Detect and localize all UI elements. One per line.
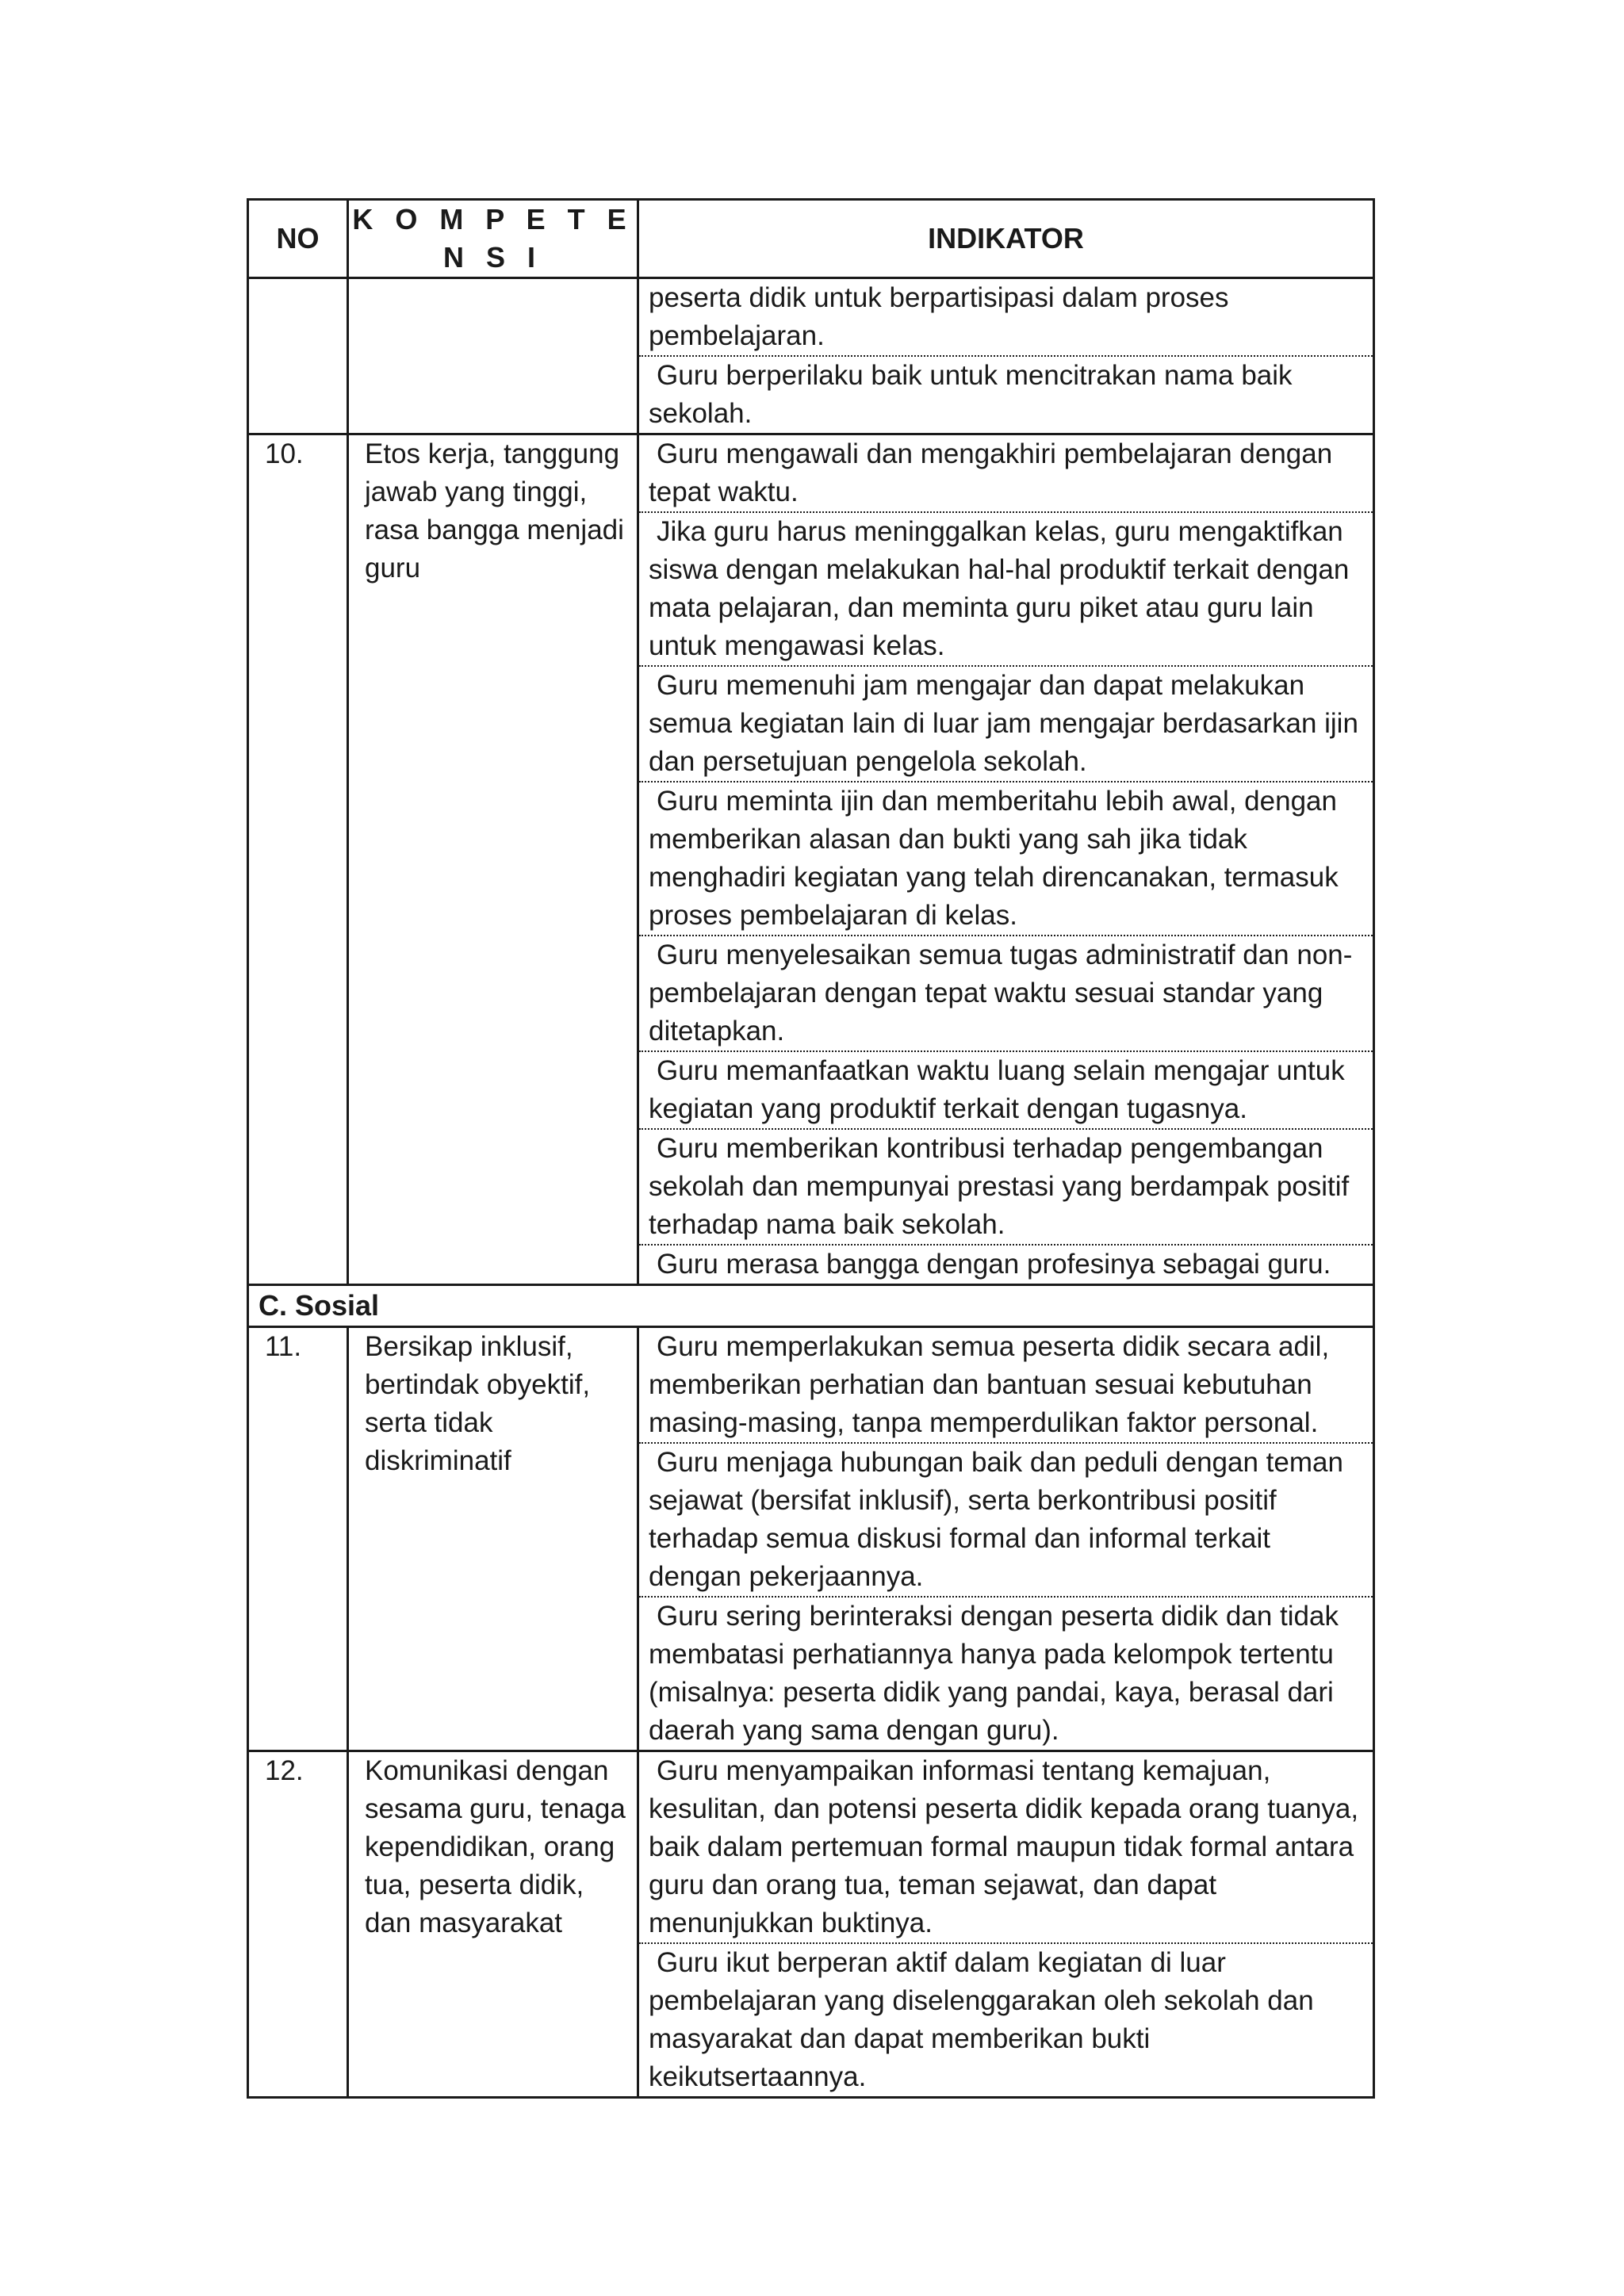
row-kompetensi: Komunikasi dengan sesama guru, tenaga kependidikan, orang tua, peserta didik, dan masyarakat — [348, 1751, 638, 2098]
row-kompetensi: Etos kerja, tanggung jawab yang tinggi, rasa bangga menjadi guru — [348, 434, 638, 1285]
indicator-cell — [638, 666, 1374, 782]
indicator-cell — [638, 1597, 1374, 1751]
indicator-cell — [638, 1943, 1374, 2098]
indicator-cell — [638, 1327, 1374, 1444]
indicator-text: Guru meminta ijin dan memberitahu lebih awal, dengan memberikan alasan dan bukti yang sah jika tidak menghadiri kegiatan yang telah direncanakan, termasuk proses pembelajaran di kelas. — [649, 786, 1339, 931]
indicator-cell — [638, 782, 1374, 936]
row-kompetensi-empty — [348, 278, 638, 434]
indicator-cell — [638, 936, 1374, 1051]
indicator-cell — [638, 434, 1374, 513]
indicator-text: Guru mengawali dan mengakhiri pembelajaran dengan tepat waktu. — [649, 438, 1333, 507]
table-row — [248, 434, 1374, 513]
indicator-text: Guru memenuhi jam mengajar dan dapat melakukan semua kegiatan lain di luar jam mengajar berdasarkan ijin dan persetujuan pengelola sekolah. — [649, 670, 1358, 777]
indicator-text: Guru menjaga hubungan baik dan peduli dengan teman sejawat (bersifat inklusif), serta berkontribusi positif terhadap semua diskusi formal dan informal terkait dengan pekerjaannya. — [649, 1447, 1343, 1592]
indicator-text: Guru menyelesaikan semua tugas administratif dan non-pembelajaran dengan tepat waktu sesuai standar yang ditetapkan. — [649, 939, 1353, 1047]
indicator-text: Guru memberikan kontribusi terhadap pengembangan sekolah dan mempunyai prestasi yang berdampak positif terhadap nama baik sekolah. — [649, 1133, 1350, 1240]
indicator-text: Guru merasa bangga dengan profesinya sebagai guru. — [657, 1249, 1331, 1280]
indicator-cell — [638, 512, 1374, 666]
indicator-cell — [638, 1245, 1374, 1285]
indicator-text: Guru ikut berperan aktif dalam kegiatan di luar pembelajaran yang diselenggarakan oleh sekolah dan masyarakat dan dapat memberikan bukti keikutsertaannya. — [649, 1947, 1314, 2092]
row-no: 12. — [248, 1751, 348, 2098]
indicator-text: Guru menyampaikan informasi tentang kemajuan, kesulitan, dan potensi peserta didik kepada orang tuanya, baik dalam pertemuan formal maupun tidak formal antara guru dan orang tua, teman sejawat, dan dapat menunjukkan buktinya. — [649, 1755, 1359, 1938]
row-no-empty — [248, 278, 348, 434]
table-row — [248, 278, 1374, 357]
section-heading-sosial: C. Sosial — [248, 1285, 1374, 1327]
indicator-text: Guru sering berinteraksi dengan peserta didik dan tidak membatasi perhatiannya hanya pada kelompok tertentu (misalnya: peserta didik yang pandai, kaya, berasal dari daerah yang sama dengan guru). — [649, 1601, 1339, 1746]
indicator-cell — [638, 278, 1374, 357]
indicator-text: Guru berperilaku baik untuk mencitrakan nama baik sekolah. — [649, 360, 1293, 429]
table-row — [248, 1327, 1374, 1444]
indicator-cell — [638, 1443, 1374, 1597]
indicator-text: Guru memanfaatkan waktu luang selain mengajar untuk kegiatan yang produktif terkait dengan tugasnya. — [649, 1055, 1345, 1124]
table-header-row — [248, 200, 1374, 278]
indicator-cell — [638, 1051, 1374, 1129]
indicator-cell — [638, 1751, 1374, 1944]
row-kompetensi: Bersikap inklusif, bertindak obyektif, serta tidak diskriminatif — [348, 1327, 638, 1751]
header-no: NO — [248, 200, 348, 278]
competency-table — [247, 198, 1375, 2099]
header-indikator: INDIKATOR — [638, 200, 1374, 278]
indicator-text: peserta didik untuk berpartisipasi dalam proses pembelajaran. — [649, 282, 1229, 351]
header-kompetensi: K O M P E T E N S I — [348, 200, 638, 278]
indicator-cell — [638, 1129, 1374, 1245]
table-row — [248, 1751, 1374, 1944]
indicator-cell — [638, 356, 1374, 434]
row-no: 11. — [248, 1327, 348, 1751]
section-row — [248, 1285, 1374, 1327]
indicator-text: Guru memperlakukan semua peserta didik secara adil, memberikan perhatian dan bantuan sesuai kebutuhan masing-masing, tanpa memperdulikan faktor personal. — [649, 1331, 1330, 1438]
indicator-text: Jika guru harus meninggalkan kelas, guru mengaktifkan siswa dengan melakukan hal-hal produktif terkait dengan mata pelajaran, dan meminta guru piket atau guru lain untuk mengawasi kelas. — [649, 516, 1350, 661]
row-no: 10. — [248, 434, 348, 1285]
